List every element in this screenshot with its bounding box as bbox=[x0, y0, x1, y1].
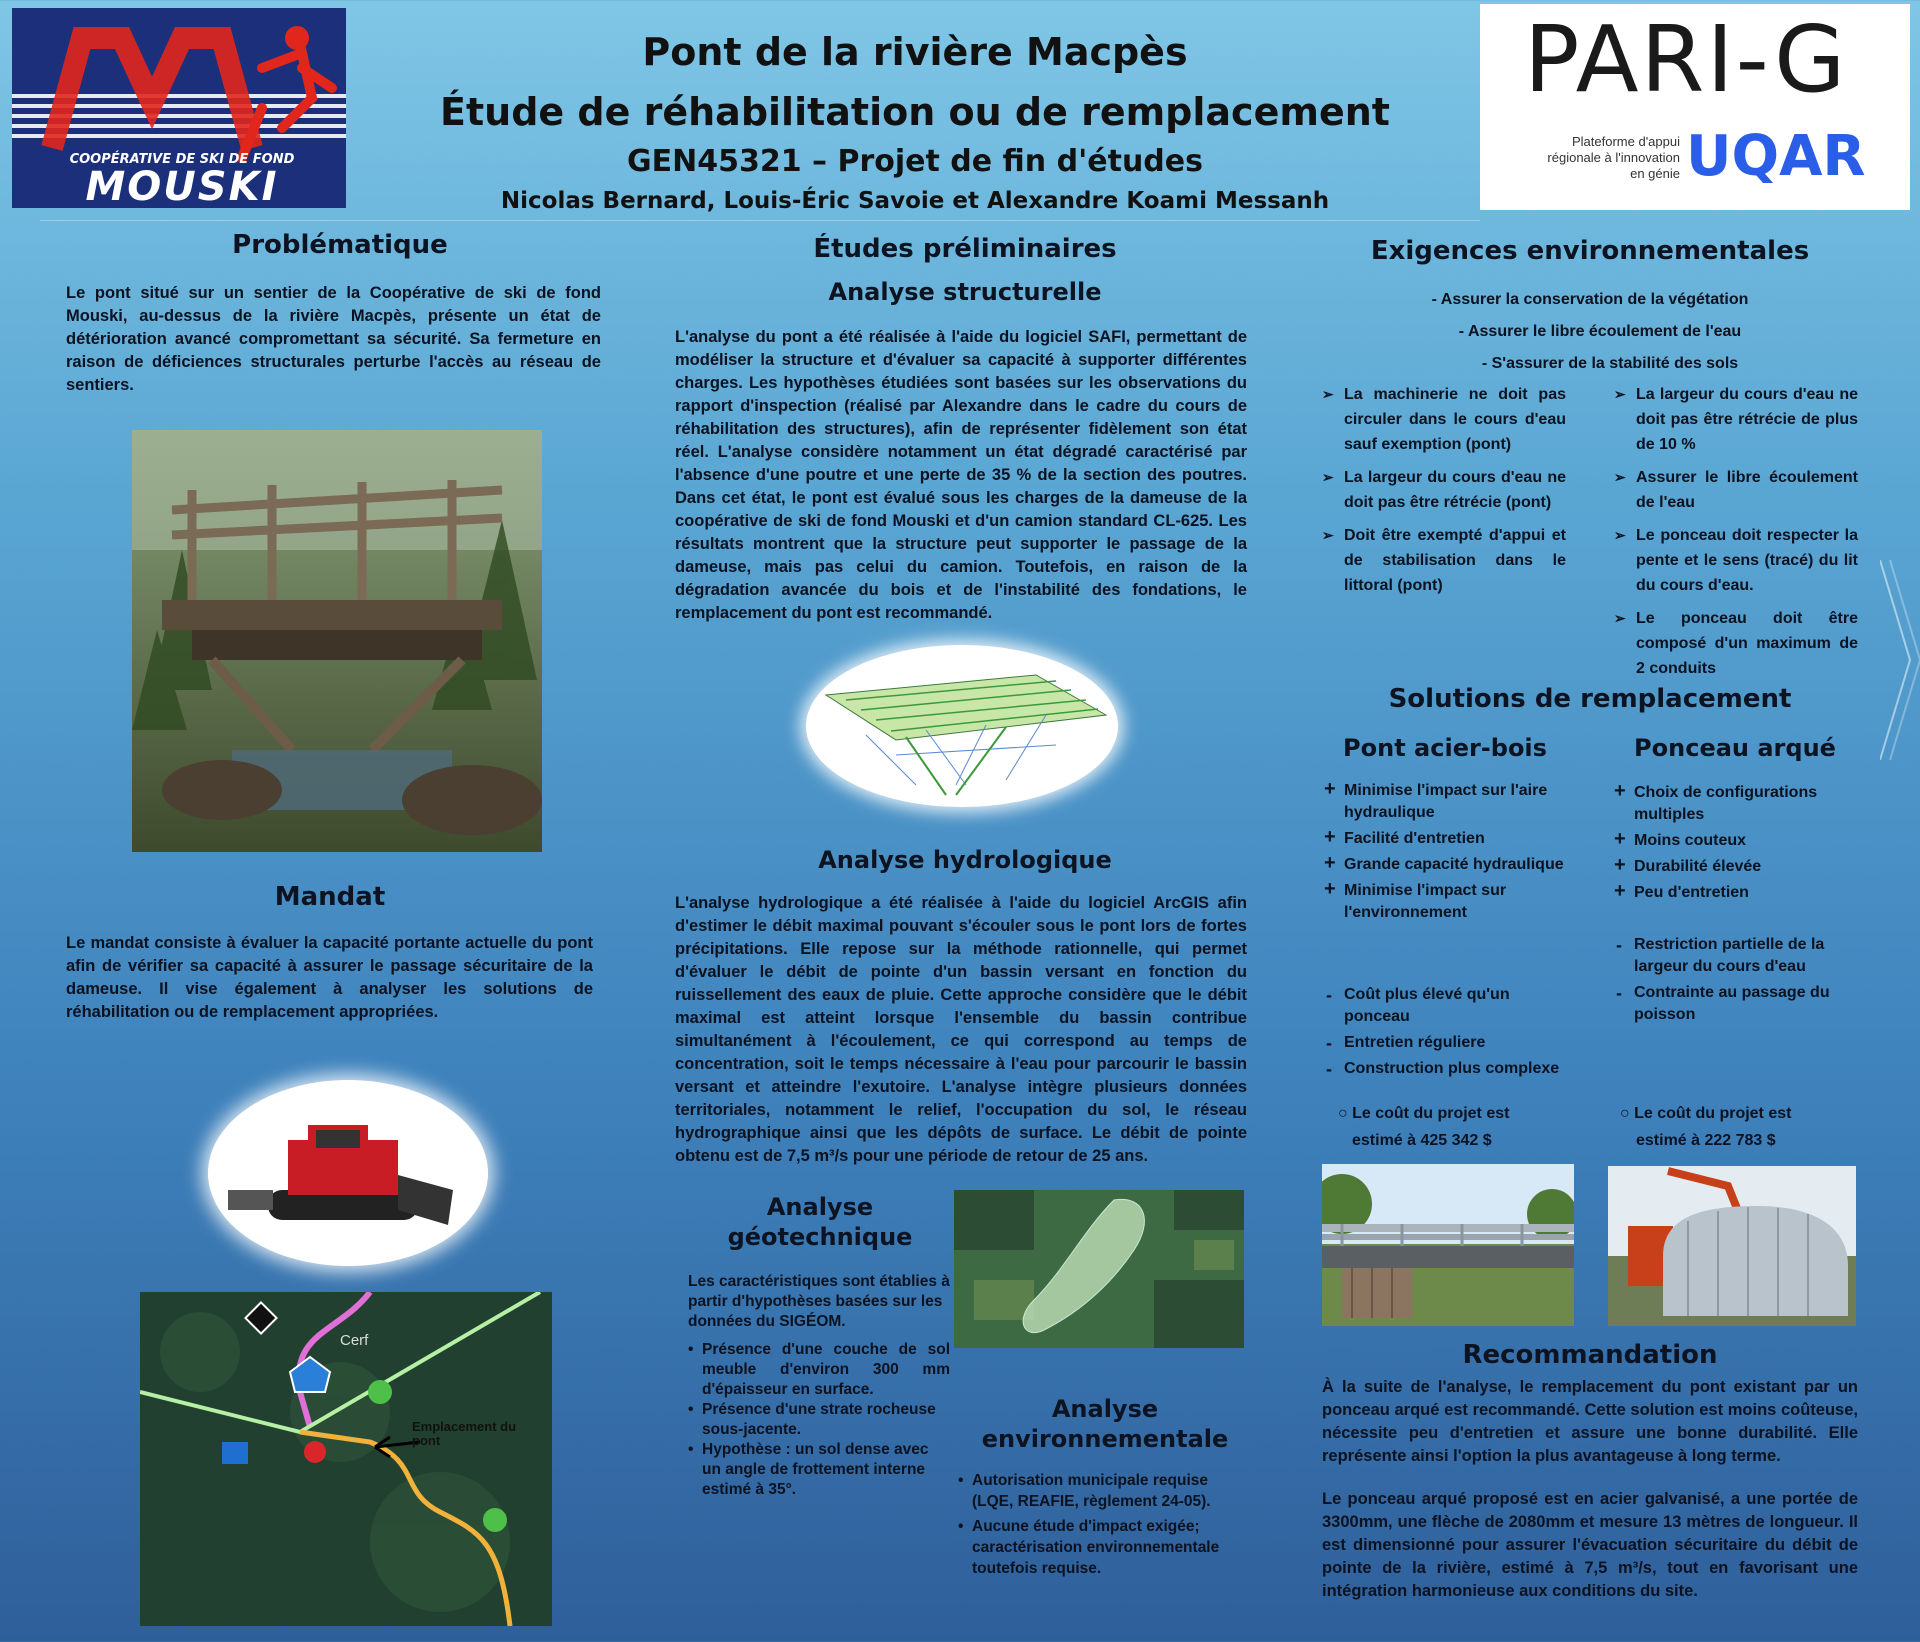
geo-list bbox=[688, 1340, 950, 1500]
mandat-title: Mandat bbox=[274, 882, 386, 912]
pont-pro-item: + Grande capacité hydraulique bbox=[1322, 854, 1572, 876]
exigences-left-list bbox=[1322, 382, 1566, 606]
corner-decoration bbox=[1880, 560, 1920, 760]
exigence-left-item: ➢ La largeur du cours d'eau ne doit pas être rétrécie (pont) bbox=[1322, 465, 1566, 515]
trail-map bbox=[140, 1292, 552, 1626]
mouski-tagline: COOPÉRATIVE DE SKI DE FOND bbox=[69, 152, 295, 167]
groomer-illustration bbox=[208, 1080, 488, 1266]
pont-pro-item: + Minimise l'impact sur l'aire hydraulique bbox=[1322, 780, 1572, 824]
safi-model bbox=[806, 645, 1118, 807]
watershed-satellite bbox=[954, 1190, 1244, 1348]
mouski-wordmark: MOUSKI bbox=[85, 164, 279, 210]
geo-title-line1: Analyse bbox=[766, 1193, 874, 1221]
map-label-cerf: Cerf bbox=[340, 1332, 369, 1349]
geo-intro: Les caractéristiques sont établies à partir d'hypothèses basées sur les données du SIGÉOM. bbox=[688, 1273, 950, 1330]
exigences-centered-list bbox=[1330, 284, 1850, 380]
exigence-centered-item: - S'assurer de la stabilité des sols bbox=[1481, 355, 1739, 372]
geo-title bbox=[690, 1192, 950, 1252]
steel-wood-bridge-graphic bbox=[1322, 1164, 1574, 1326]
authors: Nicolas Bernard, Louis-Éric Savoie et Alexandre Koami Messanh bbox=[500, 188, 1330, 214]
parig-sub-line2: régionale à l'innovation bbox=[1547, 150, 1680, 165]
recommandation-title: Recommandation bbox=[1462, 1340, 1718, 1370]
course-title: GEN45321 – Projet de fin d'études bbox=[627, 144, 1203, 179]
exigence-right-item: ➢ Le ponceau doit être composé d'un maximum de 2 conduits bbox=[1614, 606, 1858, 681]
trail-marker-icon bbox=[368, 1380, 392, 1404]
title-line2: Étude de réhabilitation ou de remplacement bbox=[440, 90, 1390, 134]
exigence-left-item: ➢ Doit être exempté d'appui et de stabilisation dans le littoral (pont) bbox=[1322, 523, 1566, 598]
ponceau-pro-item: + Choix de configurations multiples bbox=[1612, 782, 1862, 826]
mouski-logo bbox=[12, 8, 346, 208]
pont-cost-line2: estimé à 425 342 $ bbox=[1352, 1132, 1492, 1149]
parig-wordmark: PARI-G bbox=[1524, 6, 1848, 113]
exigence-centered-item: - Assurer la conservation de la végétation bbox=[1431, 291, 1749, 308]
ponceau-pro-item: + Durabilité élevée bbox=[1612, 856, 1862, 878]
env-title bbox=[960, 1394, 1250, 1454]
exigence-right-item: ➢ Le ponceau doit respecter la pente et le sens (tracé) du lit du cours d'eau. bbox=[1614, 523, 1858, 598]
ponceau-con-item: - Restriction partielle de la largeur du cours d'eau bbox=[1612, 934, 1862, 978]
uqar-wordmark: UQAR bbox=[1686, 124, 1866, 189]
ponceau-pro-item: + Peu d'entretien bbox=[1612, 882, 1862, 904]
geo-item: • Présence d'une strate rocheuse sous-jacente. bbox=[688, 1400, 950, 1440]
pont-pro-item: + Facilité d'entretien bbox=[1322, 828, 1572, 850]
arch-culvert-photo bbox=[1608, 1166, 1856, 1326]
pont-pros bbox=[1322, 780, 1572, 928]
ponceau-con-item: - Contrainte au passage du poisson bbox=[1612, 982, 1862, 1026]
ponceau-pros bbox=[1612, 782, 1862, 908]
env-item: • Autorisation municipale requise (LQE, REAFIE, règlement 24-05). bbox=[958, 1470, 1234, 1512]
pont-con-item: - Construction plus complexe bbox=[1322, 1058, 1572, 1080]
ponceau-title: Ponceau arqué bbox=[1634, 734, 1836, 762]
safi-model-graphic bbox=[806, 645, 1118, 807]
env-title-line2: environnementale bbox=[981, 1425, 1229, 1453]
title-line1: Pont de la rivière Macpès bbox=[642, 30, 1188, 74]
ponceau-cost-line1: ○ Le coût du projet est bbox=[1620, 1105, 1792, 1122]
recommandation-p1: À la suite de l'analyse, le remplacement du pont existant par un ponceau arqué est recommandé. Cette solution est moins coûteuse, nécessite peu d'entretien et assure une bonne durabilité. Elle représente ainsi l'option la plus avantageuse à long terme. bbox=[1322, 1378, 1858, 1465]
env-item: • Aucune étude d'impact exigée; caractérisation environnementale toutefois requise. bbox=[958, 1516, 1234, 1579]
mandat-text: Le mandat consiste à évaluer la capacité portante actuelle du pont afin de vérifier sa capacité à assurer le passage sécuritaire de la dameuse. Il vise également à analyser les solutions de réhabilitation ou de remplacement appropriées. bbox=[66, 934, 593, 1021]
exigence-left-item: ➢ La machinerie ne doit pas circuler dans le cours d'eau sauf exemption (pont) bbox=[1322, 382, 1566, 457]
old-bridge-illustration bbox=[132, 430, 542, 852]
geo-item: • Hypothèse : un sol dense avec un angle de frottement interne estimé à 35°. bbox=[688, 1440, 950, 1500]
parig-sub-line1: Plateforme d'appui bbox=[1572, 134, 1680, 149]
parig-logo bbox=[1480, 4, 1910, 210]
env-title-line1: Analyse bbox=[1051, 1395, 1159, 1423]
structurelle-text: L'analyse du pont a été réalisée à l'aide du logiciel SAFI, permettant de modéliser la structure et d'évaluer sa capacité à supporter différentes charges. Les hypothèses étudiées sont basées sur les observations du rapport d'inspection (réalisé par Alexandre dans le cadre du cours de réhabilitation des structures), afin de représenter fidèlement son état réel. L'analyse considère notamment un état dégradé caractérisé par l'absence d'une poutre et une perte de 35 % de la section des poutres. Dans cet état, le pont est évalué sous les charges de la dameuse de la coopérative de ski de fond Mouski et d'un camion standard CL-625. Les résultats montrent que la structure peut supporter le passage de la dameuse, mais pas celui du camion. Toutefois, en raison de la dégradation avancée du bois et de l'instabilité des fondations, le remplacement du pont est recommandé. bbox=[675, 328, 1247, 622]
ponceau-cost-line2: estimé à 222 783 $ bbox=[1636, 1132, 1776, 1149]
pont-pro-item: + Minimise l'impact sur l'environnement bbox=[1322, 880, 1572, 924]
header-divider bbox=[40, 220, 1480, 221]
problematique-text: Le pont situé sur un sentier de la Coopérative de ski de fond Mouski, au-dessus de la rivière Macpès, présente un état de détérioration avancé compromettant sa sécurité. Sa fermeture en raison de déficiences structurales perturbe l'accès au réseau de sentiers. bbox=[66, 284, 601, 394]
pont-title: Pont acier-bois bbox=[1343, 734, 1547, 762]
parig-sub-line3: en génie bbox=[1630, 166, 1680, 181]
exigence-centered-item: - Assurer le libre écoulement de l'eau bbox=[1458, 323, 1742, 340]
watershed-satellite-graphic bbox=[954, 1190, 1244, 1348]
ponceau-pro-item: + Moins couteux bbox=[1612, 830, 1862, 852]
exigence-right-item: ➢ La largeur du cours d'eau ne doit pas être rétrécie de plus de 10 % bbox=[1614, 382, 1858, 457]
hydro-text: L'analyse hydrologique a été réalisée à l'aide du logiciel ArcGIS afin d'estimer le débit maximal pouvant s'écouler sous le pont lors de fortes précipitations. Elle repose sur la méthode rationnelle, qui permet d'évaluer le débit de pointe d'un bassin versant en fonction du ruissellement des eaux de pluie. Cette approche considère que le débit maximal est atteint lorsque l'ensemble du bassin contribue simultanément à l'écoulement, ce qui correspond au temps de concentration, soit le temps nécessaire à l'eau pour parcourir le bassin versant et atteindre l'exutoire. L'analyse intègre plusieurs données territoriales, notamment le relief, l'occupation du sol, le réseau hydrographique ainsi que les dépôts de surface. Le débit de pointe obtenu est de 7,5 m³/s pour une période de retour de 25 ans. bbox=[675, 894, 1247, 1165]
groomer-photo bbox=[208, 1080, 488, 1266]
arch-culvert-graphic bbox=[1608, 1166, 1856, 1326]
env-list bbox=[958, 1470, 1234, 1579]
recommandation-p2: Le ponceau arqué proposé est en acier galvanisé, a une portée de 3300mm, une flèche de 2080mm et mesure 13 mètres de longueur. Il est dimensionné pour assurer l'évacuation sécuritaire du débit de pointe de la rivière, estimé à 7,5 m³/s, tout en favorisant une intégration harmonieuse aux conditions du site. bbox=[1322, 1490, 1858, 1600]
geo-title-line2: géotechnique bbox=[727, 1223, 913, 1251]
pont-cons bbox=[1322, 984, 1572, 1084]
ponceau-cons bbox=[1612, 934, 1862, 1030]
pont-con-item: - Entretien réguliere bbox=[1322, 1032, 1572, 1054]
exigences-right-list bbox=[1614, 382, 1858, 689]
etudes-title: Études préliminaires bbox=[813, 234, 1117, 264]
pont-cost-line1: ○ Le coût du projet est bbox=[1338, 1105, 1510, 1122]
exigence-right-item: ➢ Assurer le libre écoulement de l'eau bbox=[1614, 465, 1858, 515]
geo-item: • Présence d'une couche de sol meuble d'environ 300 mm d'épaisseur en surface. bbox=[688, 1340, 950, 1400]
exigences-title: Exigences environnementales bbox=[1370, 236, 1810, 266]
map-label-location: Emplacement du pont bbox=[412, 1419, 517, 1448]
structurelle-title: Analyse structurelle bbox=[828, 278, 1102, 306]
hydro-title: Analyse hydrologique bbox=[818, 846, 1112, 874]
solutions-title: Solutions de remplacement bbox=[1388, 684, 1792, 714]
old-bridge-photo bbox=[132, 430, 542, 852]
pont-cost bbox=[1338, 1100, 1578, 1154]
parig-subtitle bbox=[1510, 134, 1680, 182]
problematique-title: Problématique bbox=[232, 230, 448, 260]
ponceau-cost bbox=[1620, 1100, 1860, 1154]
pont-con-item: - Coût plus élevé qu'un ponceau bbox=[1322, 984, 1572, 1028]
steel-wood-bridge-photo bbox=[1322, 1164, 1574, 1326]
